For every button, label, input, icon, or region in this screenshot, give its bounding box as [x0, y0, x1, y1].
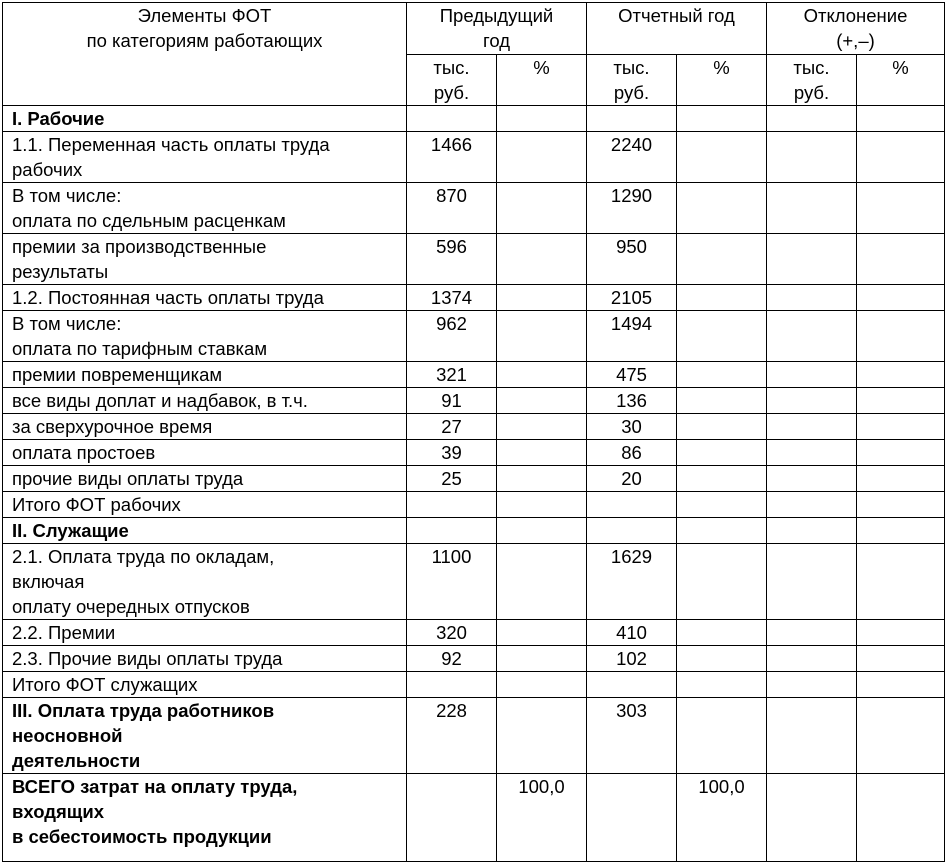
- cell-cur-pct: [677, 183, 767, 234]
- cell-prev: 870: [407, 183, 497, 234]
- cell-dev: [767, 466, 857, 492]
- cell-dev: [767, 234, 857, 285]
- cell-dev: [767, 698, 857, 774]
- table-row: [3, 132, 945, 183]
- cell-prev: 962: [407, 311, 497, 362]
- header-prev-pct: %: [497, 55, 587, 106]
- cell-cur: 303: [587, 698, 677, 774]
- cell-dev-pct: [857, 106, 945, 132]
- cell-prev: 596: [407, 234, 497, 285]
- cell-dev: [767, 285, 857, 311]
- cell-dev: [767, 544, 857, 620]
- cell-cur: 1494: [587, 311, 677, 362]
- cell-dev: [767, 518, 857, 544]
- row-label: все виды доплат и надбавок, в т.ч.: [3, 388, 407, 414]
- cell-dev-pct: [857, 362, 945, 388]
- row-label: Итого ФОТ служащих: [3, 672, 407, 698]
- cell-cur: 1290: [587, 183, 677, 234]
- cell-cur-pct: [677, 544, 767, 620]
- cell-prev: [407, 518, 497, 544]
- row-label: прочие виды оплаты труда: [3, 466, 407, 492]
- row-label: ВСЕГО затрат на оплату труда, входящих в себестоимость продукции: [3, 774, 407, 862]
- cell-dev: [767, 388, 857, 414]
- cell-dev: [767, 106, 857, 132]
- cell-cur-pct: [677, 106, 767, 132]
- cell-dev-pct: [857, 440, 945, 466]
- cell-prev-pct: [497, 388, 587, 414]
- header-report-year: Отчетный год: [587, 3, 767, 55]
- cell-prev: 27: [407, 414, 497, 440]
- header-dev-thous: тыс. руб.: [767, 55, 857, 106]
- row-label: 2.2. Премии: [3, 620, 407, 646]
- row-label: премии повременщикам: [3, 362, 407, 388]
- cell-cur-pct: [677, 646, 767, 672]
- cell-dev: [767, 362, 857, 388]
- cell-prev-pct: [497, 362, 587, 388]
- table-row: [3, 492, 945, 518]
- table-row: [3, 698, 945, 774]
- cell-dev: [767, 414, 857, 440]
- cell-cur: 475: [587, 362, 677, 388]
- header-cur-thous: тыс. руб.: [587, 55, 677, 106]
- table-row: [3, 620, 945, 646]
- cell-cur: 86: [587, 440, 677, 466]
- cell-dev-pct: [857, 183, 945, 234]
- header-deviation: Отклонение (+,–): [767, 3, 945, 55]
- row-label: 2.1. Оплата труда по окладам, включая оплату очередных отпусков: [3, 544, 407, 620]
- table-row: [3, 183, 945, 234]
- cell-cur: 136: [587, 388, 677, 414]
- cell-cur: [587, 492, 677, 518]
- header-cur-pct: %: [677, 55, 767, 106]
- cell-dev-pct: [857, 132, 945, 183]
- header-elements: Элементы ФОТ по категориям работающих: [3, 3, 407, 106]
- cell-cur-pct: [677, 132, 767, 183]
- cell-prev: 228: [407, 698, 497, 774]
- table-row: [3, 388, 945, 414]
- cell-prev-pct: [497, 132, 587, 183]
- cell-prev-pct: [497, 440, 587, 466]
- cell-dev: [767, 311, 857, 362]
- row-label: премии за производственные результаты: [3, 234, 407, 285]
- cell-cur: 410: [587, 620, 677, 646]
- cell-prev: 39: [407, 440, 497, 466]
- header-prev-thous: тыс. руб.: [407, 55, 497, 106]
- row-label: II. Служащие: [3, 518, 407, 544]
- cell-cur-pct: [677, 414, 767, 440]
- cell-prev-pct: [497, 234, 587, 285]
- cell-prev: [407, 672, 497, 698]
- cell-dev-pct: [857, 518, 945, 544]
- row-label: Итого ФОТ рабочих: [3, 492, 407, 518]
- cell-cur-pct: [677, 672, 767, 698]
- cell-prev: [407, 774, 497, 862]
- cell-prev-pct: [497, 620, 587, 646]
- cell-prev: 91: [407, 388, 497, 414]
- cell-dev-pct: [857, 646, 945, 672]
- cell-dev-pct: [857, 285, 945, 311]
- row-label: 1.2. Постоянная часть оплаты труда: [3, 285, 407, 311]
- cell-dev-pct: [857, 774, 945, 862]
- cell-prev-pct: [497, 544, 587, 620]
- cell-cur-pct: [677, 518, 767, 544]
- cell-cur: 30: [587, 414, 677, 440]
- cell-prev-pct: [497, 466, 587, 492]
- cell-cur-pct: [677, 698, 767, 774]
- row-label: 1.1. Переменная часть оплаты труда рабочих: [3, 132, 407, 183]
- cell-cur: [587, 774, 677, 862]
- payroll-table: [2, 2, 945, 862]
- cell-cur: 950: [587, 234, 677, 285]
- cell-prev-pct: [497, 492, 587, 518]
- cell-prev: 1374: [407, 285, 497, 311]
- cell-prev: 1100: [407, 544, 497, 620]
- cell-cur-pct: [677, 466, 767, 492]
- cell-dev-pct: [857, 414, 945, 440]
- cell-prev-pct: [497, 285, 587, 311]
- cell-dev: [767, 492, 857, 518]
- cell-dev: [767, 440, 857, 466]
- cell-cur: [587, 518, 677, 544]
- cell-dev-pct: [857, 544, 945, 620]
- cell-cur-pct: [677, 234, 767, 285]
- cell-prev: 320: [407, 620, 497, 646]
- cell-prev: 25: [407, 466, 497, 492]
- cell-dev-pct: [857, 698, 945, 774]
- table-row: [3, 544, 945, 620]
- table-row: [3, 234, 945, 285]
- header-prev-year: Предыдущий год: [407, 3, 587, 55]
- cell-prev-pct: [497, 672, 587, 698]
- row-label: В том числе: оплата по сдельным расценкам: [3, 183, 407, 234]
- cell-cur-pct: [677, 440, 767, 466]
- cell-cur-pct: [677, 492, 767, 518]
- header-dev-pct: %: [857, 55, 945, 106]
- row-label: за сверхурочное время: [3, 414, 407, 440]
- cell-prev-pct: [497, 106, 587, 132]
- cell-prev: 321: [407, 362, 497, 388]
- table-row: [3, 106, 945, 132]
- cell-cur: 102: [587, 646, 677, 672]
- table-row: [3, 518, 945, 544]
- cell-prev-pct: [497, 183, 587, 234]
- cell-cur-pct: [677, 362, 767, 388]
- cell-dev-pct: [857, 492, 945, 518]
- cell-dev: [767, 646, 857, 672]
- cell-dev: [767, 774, 857, 862]
- table-row: [3, 774, 945, 862]
- table-row: [3, 440, 945, 466]
- cell-cur-pct: [677, 620, 767, 646]
- cell-dev: [767, 183, 857, 234]
- cell-cur-pct: 100,0: [677, 774, 767, 862]
- table-row: [3, 672, 945, 698]
- cell-prev: 1466: [407, 132, 497, 183]
- cell-prev-pct: [497, 646, 587, 672]
- cell-prev: [407, 492, 497, 518]
- row-label: 2.3. Прочие виды оплаты труда: [3, 646, 407, 672]
- cell-dev-pct: [857, 234, 945, 285]
- cell-prev-pct: [497, 518, 587, 544]
- cell-prev-pct: [497, 414, 587, 440]
- cell-cur: [587, 672, 677, 698]
- table-row: [3, 414, 945, 440]
- row-label: В том числе: оплата по тарифным ставкам: [3, 311, 407, 362]
- cell-cur-pct: [677, 388, 767, 414]
- row-label: I. Рабочие: [3, 106, 407, 132]
- table-row: [3, 646, 945, 672]
- cell-cur: 2105: [587, 285, 677, 311]
- cell-prev: 92: [407, 646, 497, 672]
- cell-prev-pct: [497, 311, 587, 362]
- cell-cur-pct: [677, 311, 767, 362]
- cell-cur: 20: [587, 466, 677, 492]
- table-row: [3, 362, 945, 388]
- cell-dev-pct: [857, 388, 945, 414]
- cell-cur: 2240: [587, 132, 677, 183]
- cell-cur: [587, 106, 677, 132]
- cell-prev-pct: [497, 698, 587, 774]
- cell-prev: [407, 106, 497, 132]
- table-row: [3, 466, 945, 492]
- cell-dev: [767, 672, 857, 698]
- cell-dev-pct: [857, 672, 945, 698]
- cell-dev: [767, 620, 857, 646]
- cell-dev: [767, 132, 857, 183]
- row-label: III. Оплата труда работников неосновной деятельности: [3, 698, 407, 774]
- cell-cur: 1629: [587, 544, 677, 620]
- cell-cur-pct: [677, 285, 767, 311]
- cell-dev-pct: [857, 466, 945, 492]
- table-row: [3, 285, 945, 311]
- cell-dev-pct: [857, 311, 945, 362]
- row-label: оплата простоев: [3, 440, 407, 466]
- cell-prev-pct: 100,0: [497, 774, 587, 862]
- cell-dev-pct: [857, 620, 945, 646]
- table-row: [3, 311, 945, 362]
